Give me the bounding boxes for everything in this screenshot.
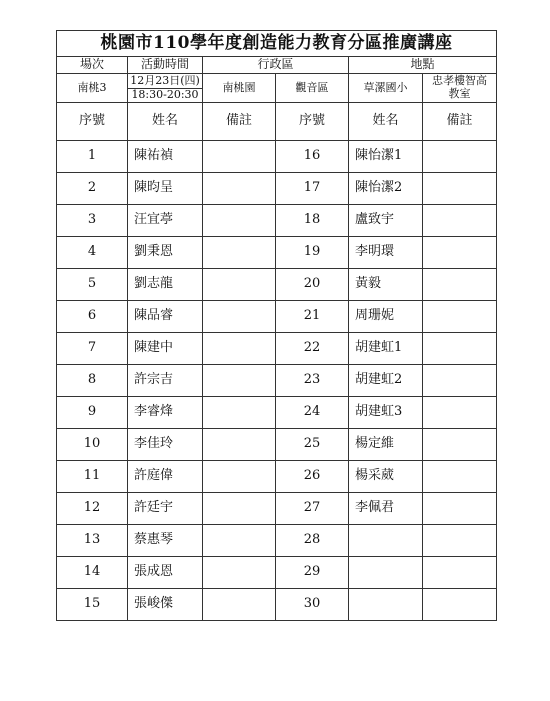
table-row [57,237,497,269]
row-name-left: 蔡惠琴 [128,525,203,557]
row-name-right: 胡建虹2 [349,365,423,397]
row-seq-right: 19 [276,237,349,269]
row-name-left: 李睿烽 [128,397,203,429]
table-row [57,589,497,621]
table-row [57,493,497,525]
row-note-left [203,205,276,237]
row-note-left [203,429,276,461]
row-note-right [423,173,497,205]
row-name-left: 許庭偉 [128,461,203,493]
district-primary: 南桃園 [203,74,276,103]
row-note-right [423,525,497,557]
row-seq-right: 17 [276,173,349,205]
row-name-right: 李明環 [349,237,423,269]
table-row [57,141,497,173]
row-note-right [423,237,497,269]
row-seq-right: 22 [276,333,349,365]
row-seq-left: 9 [57,397,128,429]
row-note-left [203,461,276,493]
row-name-left: 陳建中 [128,333,203,365]
row-name-right [349,557,423,589]
row-note-right [423,333,497,365]
row-name-left: 許宗吉 [128,365,203,397]
table-row [57,397,497,429]
row-name-right: 胡建虹1 [349,333,423,365]
table-row [57,461,497,493]
row-name-right [349,589,423,621]
row-seq-left: 11 [57,461,128,493]
row-note-right [423,141,497,173]
row-name-left: 李佳玲 [128,429,203,461]
row-name-right: 陳怡潔2 [349,173,423,205]
row-note-left [203,493,276,525]
row-seq-left: 5 [57,269,128,301]
row-note-left [203,397,276,429]
header-district: 行政區 [203,57,349,74]
row-name-right: 周珊妮 [349,301,423,333]
table-row [57,269,497,301]
row-note-left [203,525,276,557]
room-line-2: 教室 [448,87,471,100]
row-name-right: 李佩君 [349,493,423,525]
row-note-right [423,269,497,301]
row-note-left [203,589,276,621]
row-name-left: 張成恩 [128,557,203,589]
row-seq-left: 10 [57,429,128,461]
row-note-left [203,141,276,173]
page-title: 桃園市110學年度創造能力教育分區推廣講座 [57,31,497,57]
district-secondary: 觀音區 [276,74,349,103]
row-name-left: 陳祐禎 [128,141,203,173]
table-row [57,557,497,589]
row-name-right: 黃毅 [349,269,423,301]
row-seq-right: 16 [276,141,349,173]
row-seq-left: 4 [57,237,128,269]
table-row [57,301,497,333]
row-seq-right: 30 [276,589,349,621]
row-note-left [203,333,276,365]
row-name-left: 汪宜葶 [128,205,203,237]
row-note-left [203,237,276,269]
row-seq-left: 3 [57,205,128,237]
column-seq-right: 序號 [276,103,349,141]
row-name-right: 楊定維 [349,429,423,461]
row-seq-right: 23 [276,365,349,397]
room-name [423,74,497,103]
table-row [57,173,497,205]
table-row [57,365,497,397]
row-seq-right: 27 [276,493,349,525]
row-note-left [203,269,276,301]
row-note-left [203,301,276,333]
row-name-right: 盧致宇 [349,205,423,237]
table-row [57,205,497,237]
table-row [57,333,497,365]
column-name-right: 姓名 [349,103,423,141]
column-note-left: 備註 [203,103,276,141]
row-seq-left: 2 [57,173,128,205]
session-date: 12月23日(四) [128,75,202,89]
row-seq-right: 28 [276,525,349,557]
session-name: 南桃3 [57,74,128,103]
row-seq-left: 12 [57,493,128,525]
row-name-left: 張峻傑 [128,589,203,621]
row-note-right [423,205,497,237]
row-note-right [423,493,497,525]
row-note-left [203,173,276,205]
header-location: 地點 [349,57,497,74]
table-row [57,525,497,557]
header-session: 場次 [57,57,128,74]
session-time: 18:30-20:30 [131,87,199,101]
row-seq-right: 29 [276,557,349,589]
row-seq-right: 20 [276,269,349,301]
row-name-left: 許廷宇 [128,493,203,525]
row-seq-left: 13 [57,525,128,557]
row-note-right [423,557,497,589]
header-time: 活動時間 [128,57,203,74]
row-note-right [423,589,497,621]
row-seq-right: 18 [276,205,349,237]
row-note-right [423,365,497,397]
row-name-left: 劉秉恩 [128,237,203,269]
row-name-left: 陳品睿 [128,301,203,333]
row-note-right [423,397,497,429]
school-name: 草漯國小 [349,74,423,103]
row-seq-left: 14 [57,557,128,589]
row-note-right [423,429,497,461]
row-name-left: 陳昀呈 [128,173,203,205]
column-seq-left: 序號 [57,103,128,141]
column-note-right: 備註 [423,103,497,141]
row-name-right: 楊采葳 [349,461,423,493]
room-line-1: 忠孝樓智高 [432,74,488,88]
row-name-right: 陳怡潔1 [349,141,423,173]
row-seq-right: 21 [276,301,349,333]
table-row [57,429,497,461]
row-name-right [349,525,423,557]
roster-sheet [56,30,496,621]
roster-table [56,30,497,621]
row-seq-right: 25 [276,429,349,461]
row-seq-left: 8 [57,365,128,397]
row-name-left: 劉志龍 [128,269,203,301]
row-seq-left: 15 [57,589,128,621]
row-seq-right: 24 [276,397,349,429]
column-name-left: 姓名 [128,103,203,141]
row-name-right: 胡建虹3 [349,397,423,429]
row-seq-left: 6 [57,301,128,333]
session-datetime [128,74,203,103]
row-note-right [423,461,497,493]
row-seq-left: 1 [57,141,128,173]
row-seq-right: 26 [276,461,349,493]
row-note-left [203,557,276,589]
row-note-left [203,365,276,397]
row-seq-left: 7 [57,333,128,365]
row-note-right [423,301,497,333]
